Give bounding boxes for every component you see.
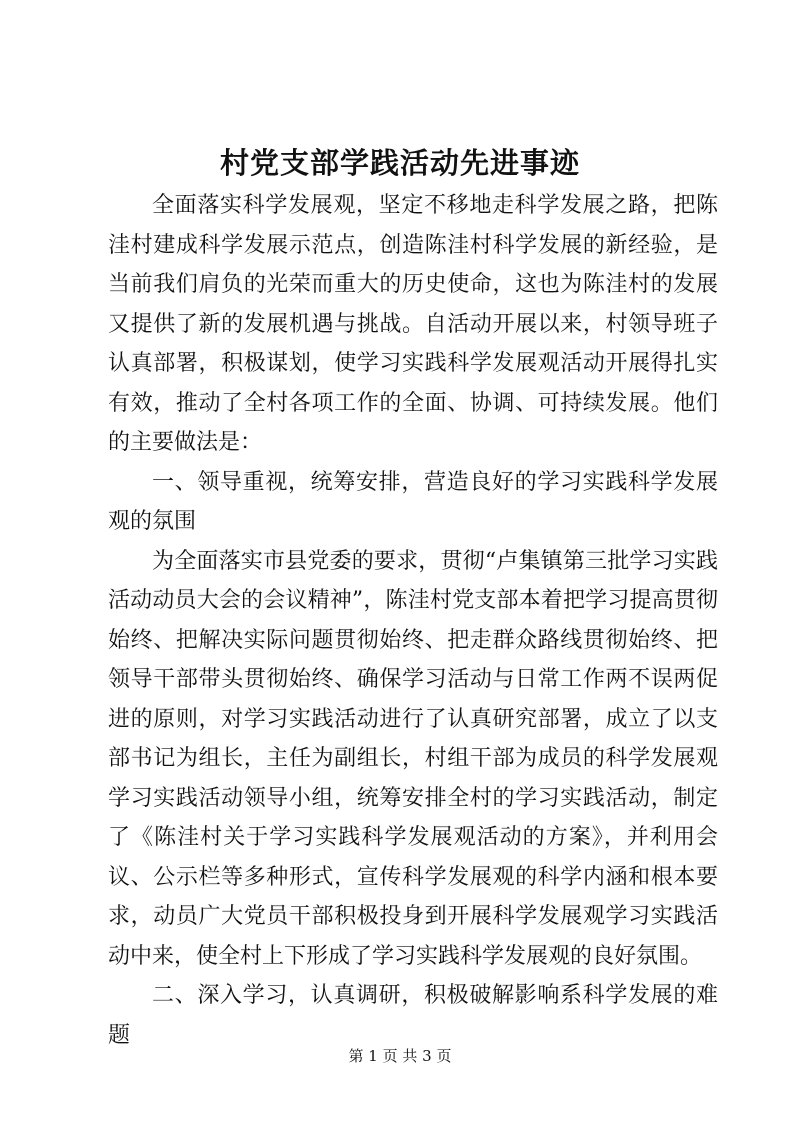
paragraph-intro: 全面落实科学发展观，坚定不移地走科学发展之路，把陈洼村建成科学发展示范点，创造陈洼村科学发展的新经验，是当前我们肩负的光荣而重大的历史使命，这也为陈洼村的发展又提供了新的发展机遇与挑战。自活动开展以来，村领导班子认真部署，积极谋划，使学习实践科学发展观活动开展得扎实有效，推动了全村各项工作的全面、协调、可持续发展。他们的主要做法是： (108, 193, 718, 455)
section-heading-2: 二、深入学习，认真调研，积极破解影响系科学发展的难题 (108, 983, 718, 1048)
paragraph-section-1: 为全面落实市县党委的要求，贯彻“卢集镇第三批学习实践活动动员大会的会议精神”，陈洼村党支部本着把学习提高贯彻始终、把解决实际问题贯彻始终、把走群众路线贯彻始终、把领导干部带头贯彻始终、确保学习活动与日常工作两不误两促进的原则，对学习实践活动进行了认真研究部署，成立了以支部书记为组长，主任为副组长，村组干部为成员的科学发展观学习实践活动领导小组，统筹安排全村的学习实践活动，制定了《陈洼村关于学习实践科学发展观活动的方案》，并利用会议、公示栏等多种形式，宣传科学发展观的科学内涵和根本要求，动员广大党员干部积极投身到开展科学发展观学习实践活动中来，使全村上下形成了学习实践科学发展观的良好氛围。 (108, 548, 718, 969)
page-footer: 第 1 页 共 3 页 (348, 1047, 452, 1065)
document-title: 村党支部学践活动先进事迹 (219, 146, 580, 180)
section-heading-1: 一、领导重视，统筹安排，营造良好的学习实践科学发展观的氛围 (108, 469, 718, 534)
document-body (108, 186, 718, 1055)
